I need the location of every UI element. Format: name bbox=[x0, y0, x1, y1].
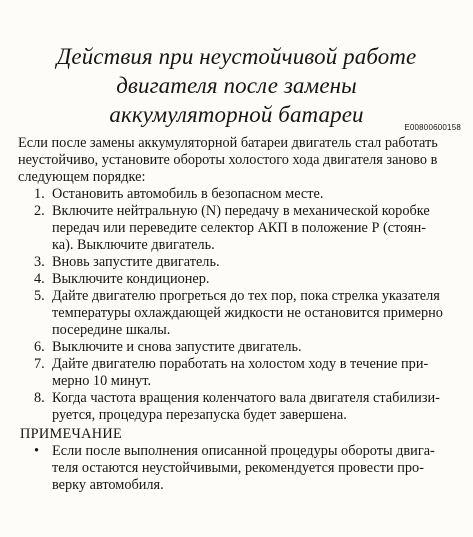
bullet-icon: • bbox=[34, 443, 40, 459]
step-text: Остановить автомобиль в безопасном месте. bbox=[52, 186, 324, 202]
note-block bbox=[18, 443, 463, 494]
page-title bbox=[0, 42, 473, 129]
step-number: 8. bbox=[34, 390, 45, 406]
step-text: Вновь запустите двигатель. bbox=[52, 254, 220, 270]
intro-paragraph bbox=[18, 135, 458, 186]
step-text: ка). Выключите двигатель. bbox=[52, 237, 215, 253]
note-text: Если после выполнения описанной процедуры обороты двига- bbox=[52, 443, 435, 459]
note-text: теля остаются неустойчивыми, рекомендуется провести про- bbox=[52, 460, 424, 476]
title-line-2: двигателя после замены bbox=[116, 73, 357, 98]
document-code: E00800600158 bbox=[404, 123, 461, 132]
step-text: Дайте двигателю поработать на холостом ходу в течение при- bbox=[52, 356, 429, 372]
step-number: 3. bbox=[34, 254, 45, 270]
note-heading: ПРИМЕЧАНИЕ bbox=[20, 426, 123, 442]
step-text: мерно 10 минут. bbox=[52, 373, 152, 389]
step-item bbox=[18, 186, 463, 203]
step-text: руется, процедура перезапуска будет завершена. bbox=[52, 407, 347, 423]
step-text: Выключите и снова запустите двигатель. bbox=[52, 339, 302, 355]
step-text: передач или переведите селектор АКП в положение Р (стоян- bbox=[52, 220, 427, 236]
step-text: Выключите кондиционер. bbox=[52, 271, 210, 287]
step-number: 1. bbox=[34, 186, 45, 202]
step-item bbox=[18, 254, 463, 271]
note-item bbox=[18, 443, 463, 494]
intro-line-3: следующем порядке: bbox=[18, 169, 146, 185]
step-number: 2. bbox=[34, 203, 45, 219]
step-item bbox=[18, 203, 463, 254]
step-item bbox=[18, 339, 463, 356]
step-item bbox=[18, 288, 463, 339]
step-number: 4. bbox=[34, 271, 45, 287]
title-line-1: Действия при неустойчивой работе bbox=[56, 44, 417, 69]
intro-line-1: Если после замены аккумуляторной батареи двигатель стал работать bbox=[18, 135, 438, 151]
note-text: верку автомобиля. bbox=[52, 477, 164, 493]
step-number: 7. bbox=[34, 356, 45, 372]
step-item bbox=[18, 390, 463, 424]
step-number: 5. bbox=[34, 288, 45, 304]
step-text: Дайте двигателю прогреться до тех пор, пока стрелка указателя bbox=[52, 288, 440, 304]
intro-line-2: неустойчиво, установите обороты холостого хода двигателя заново в bbox=[18, 152, 438, 168]
step-text: температуры охлаждающей жидкости не остановится примерно bbox=[52, 305, 443, 321]
steps-list bbox=[18, 186, 463, 424]
step-text: Включите нейтральную (N) передачу в механической коробке bbox=[52, 203, 430, 219]
title-line-3: аккумуляторной батареи bbox=[109, 102, 364, 127]
step-number: 6. bbox=[34, 339, 45, 355]
step-text: посередине шкалы. bbox=[52, 322, 171, 338]
step-text: Когда частота вращения коленчатого вала двигателя стабилизи- bbox=[52, 390, 440, 406]
step-item bbox=[18, 356, 463, 390]
step-item bbox=[18, 271, 463, 288]
